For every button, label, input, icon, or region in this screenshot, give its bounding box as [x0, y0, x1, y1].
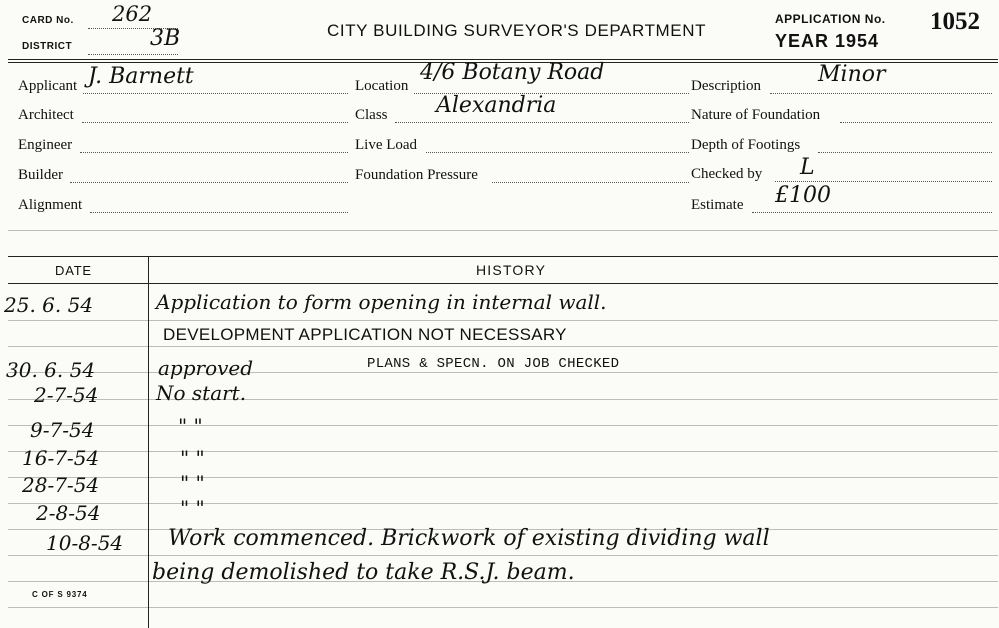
class-value: Alexandria — [436, 93, 557, 118]
foundation-pressure-line — [492, 182, 689, 183]
history-date: 30. 6. 54 — [6, 358, 96, 382]
history-date: 10-8-54 — [46, 531, 124, 555]
history-text: " " — [180, 471, 205, 495]
district-line — [88, 54, 178, 55]
depth-of-footings-label: Depth of Footings — [691, 137, 801, 153]
class-label: Class — [355, 107, 388, 123]
architect-label: Architect — [18, 107, 74, 123]
history-line — [8, 320, 998, 321]
alignment-line — [90, 212, 348, 213]
district-label: DISTRICT — [22, 41, 73, 52]
history-line — [8, 555, 998, 556]
history-header: HISTORY — [476, 262, 547, 278]
history-date: 2-7-54 — [34, 383, 99, 407]
history-date: 25. 6. 54 — [4, 293, 94, 317]
live-load-line — [426, 152, 689, 153]
history-top-rule — [8, 256, 998, 257]
history-line — [8, 607, 998, 608]
history-header-rule — [8, 283, 998, 284]
live-load-label: Live Load — [355, 137, 418, 153]
engineer-line — [80, 152, 348, 153]
history-text: " " — [178, 414, 203, 438]
history-text: No start. — [156, 381, 247, 405]
district-value: 3B — [150, 26, 181, 51]
history-line — [8, 372, 998, 373]
card-no-label: CARD No. — [22, 15, 74, 26]
estimate-value: £100 — [775, 183, 831, 208]
history-line — [8, 451, 998, 452]
alignment-label: Alignment — [18, 197, 83, 213]
date-column-divider — [148, 256, 149, 628]
class-line — [395, 122, 689, 123]
checked-line — [775, 181, 992, 182]
description-label: Description — [691, 78, 761, 94]
history-stamp: PLANS & SPECN. ON JOB CHECKED — [367, 356, 620, 372]
history-line — [8, 477, 998, 478]
history-date: 16-7-54 — [22, 446, 100, 470]
history-text: being demolished to take R.S.J. beam. — [152, 560, 575, 585]
applicant-value: J. Barnett — [88, 64, 194, 89]
history-line — [8, 503, 998, 504]
year-label: YEAR 1954 — [775, 31, 880, 51]
nature-of-foundation-label: Nature of Foundation — [691, 107, 821, 123]
history-text: " " — [180, 446, 205, 470]
engineer-label: Engineer — [18, 137, 73, 153]
estimate-label: Estimate — [691, 197, 744, 213]
architect-line — [82, 122, 348, 123]
checked-by-label: Checked by — [691, 166, 763, 182]
depth-line — [818, 152, 992, 153]
department-title: CITY BUILDING SURVEYOR'S DEPARTMENT — [327, 21, 707, 40]
checked-by-value: L — [800, 155, 815, 180]
estimate-line — [752, 212, 992, 213]
history-text: " " — [180, 496, 205, 520]
history-line — [8, 346, 998, 347]
history-date: 2-8-54 — [36, 501, 101, 525]
section-rule — [8, 230, 998, 231]
form-code: C OF S 9374 — [32, 590, 88, 599]
history-date: 9-7-54 — [30, 418, 95, 442]
description-value: Minor — [818, 62, 886, 87]
description-line — [770, 93, 992, 94]
applicant-label: Applicant — [18, 78, 78, 94]
date-header: DATE — [55, 263, 92, 278]
location-label: Location — [355, 78, 409, 94]
applicant-line — [83, 93, 348, 94]
history-text: Application to form opening in internal wall. — [156, 290, 607, 314]
foundation-pressure-label: Foundation Pressure — [355, 167, 478, 183]
history-date: 28-7-54 — [22, 473, 100, 497]
builder-label: Builder — [18, 167, 63, 183]
nature-line — [840, 122, 992, 123]
application-label: APPLICATION No. — [775, 12, 886, 26]
card-no-value: 262 — [112, 2, 153, 26]
history-text: Work commenced. Brickwork of existing dividing wall — [168, 526, 770, 551]
builder-line — [70, 182, 348, 183]
location-value: 4/6 Botany Road — [420, 60, 605, 85]
history-text: approved — [158, 356, 254, 380]
history-stamp: DEVELOPMENT APPLICATION NOT NECESSARY — [163, 325, 567, 344]
application-number: 1052 — [930, 8, 980, 35]
history-line — [8, 425, 998, 426]
